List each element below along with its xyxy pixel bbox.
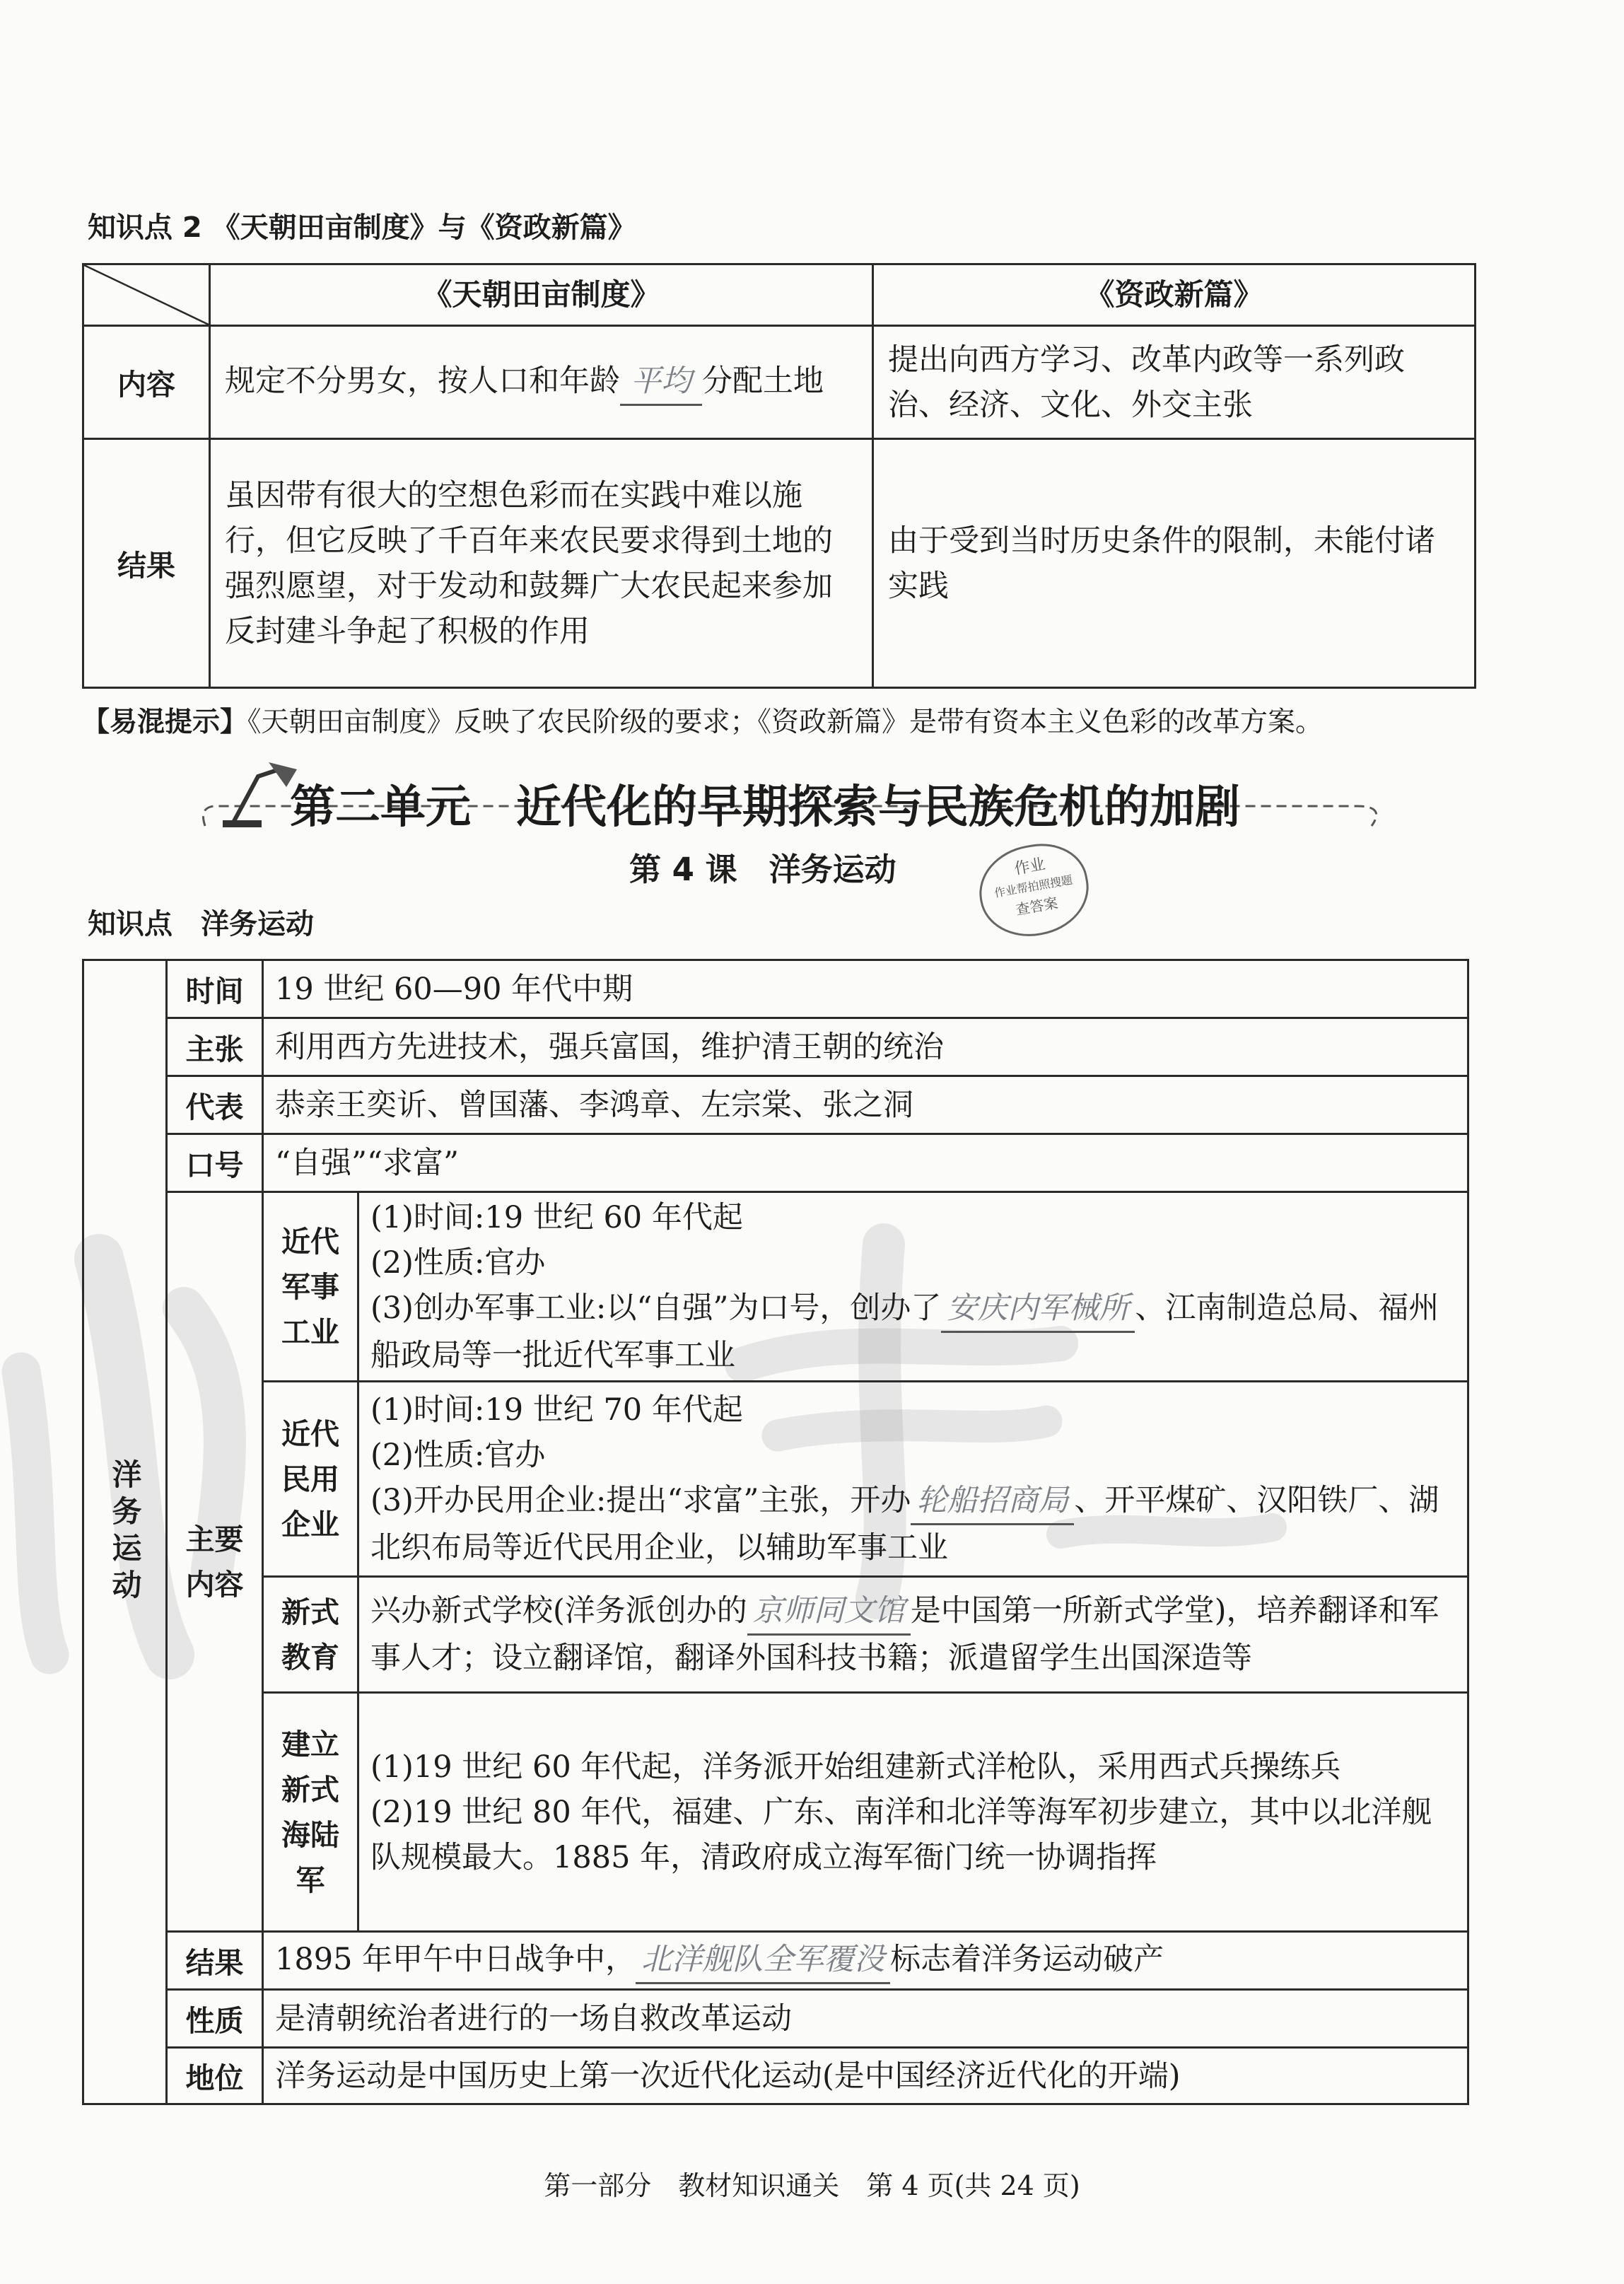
civil-line3a: (3)开办民用企业:提出“求富”主张，开办 bbox=[370, 1483, 911, 1518]
row-content-label: 内容 bbox=[83, 326, 210, 439]
stamp-line2: 作业帮拍照搜题 bbox=[993, 873, 1074, 900]
rep-value: 恭亲王奕䜣、曾国藩、李鸿章、左宗棠、张之洞 bbox=[263, 1076, 1468, 1134]
edu-text-b: 是中国第一所新式学堂)，培养翻译和军事人才；设立翻译馆，翻译外国科技书籍；派遣留学生出国深造等 bbox=[370, 1593, 1439, 1676]
side-label-cell bbox=[83, 960, 167, 2104]
rep-label: 代表 bbox=[167, 1076, 263, 1134]
answer-fill-anqing: 安庆内军械所 bbox=[941, 1286, 1135, 1333]
hint-text: 《天朝田亩制度》反映了农民阶级的要求；《资政新篇》是带有资本主义色彩的改革方案。 bbox=[247, 706, 1324, 738]
military-line1: (1)时间:19 世纪 60 年代起 bbox=[370, 1200, 743, 1235]
military-label-cell bbox=[263, 1192, 358, 1382]
col2-header-text: 《资政新篇》 bbox=[1085, 277, 1263, 312]
military-content bbox=[358, 1192, 1468, 1382]
row-result-label: 结果 bbox=[83, 439, 210, 688]
edu-text-a: 兴办新式学校(洋务派创办的 bbox=[370, 1593, 747, 1628]
page-footer: 第一部分 教材知识通关 第 4 页(共 24 页) bbox=[544, 2170, 1080, 2201]
stamp-line1: 作业 bbox=[1012, 855, 1047, 879]
time-value: 19 世纪 60—90 年代中期 bbox=[263, 960, 1468, 1018]
civil-line1: (1)时间:19 世纪 70 年代起 bbox=[370, 1392, 743, 1428]
main-content-label: 主要内容 bbox=[185, 1522, 244, 1602]
stamp-line3: 查答案 bbox=[1014, 894, 1060, 919]
civil-content bbox=[358, 1382, 1468, 1577]
navy-label: 建立新式海陆军 bbox=[281, 1727, 339, 1897]
row-result-c2: 由于受到当时历史条件的限制，未能付诸实践 bbox=[873, 439, 1476, 688]
idea-value: 利用西方先进技术，强兵富国，维护清王朝的统治 bbox=[263, 1018, 1468, 1076]
diagonal-header-cell bbox=[83, 264, 210, 326]
col1-header-text: 《天朝田亩制度》 bbox=[422, 277, 660, 312]
answer-fill-lunchuan: 轮船招商局 bbox=[911, 1478, 1074, 1525]
unit-title: 第二单元 近代化的早期探索与民族危机的加剧 bbox=[290, 781, 1240, 834]
row-content-c2: 提出向西方学习、改革内政等一系列政治、经济、文化、外交主张 bbox=[873, 326, 1476, 439]
lamp-icon bbox=[223, 762, 297, 827]
navy-line1: (1)19 世纪 60 年代起，洋务派开始组建新式洋枪队，采用西式兵操练兵 bbox=[370, 1749, 1341, 1785]
result-label: 结果 bbox=[167, 1932, 263, 1990]
hint-label: 【易混提示】 bbox=[82, 706, 248, 738]
slogan-label: 口号 bbox=[167, 1134, 263, 1192]
row-content-c1 bbox=[210, 326, 873, 439]
edu-content bbox=[358, 1577, 1468, 1693]
civil-label-cell bbox=[263, 1382, 358, 1577]
col1-header bbox=[210, 264, 873, 326]
main-content-label-cell bbox=[167, 1192, 263, 1932]
military-line3b: 、江南制造总局、福州船政局等一批近代军事工业 bbox=[370, 1290, 1439, 1373]
status-label: 地位 bbox=[167, 2048, 263, 2104]
homework-stamp bbox=[972, 837, 1096, 945]
c1-text-a: 规定不分男女，按人口和年龄 bbox=[225, 363, 620, 399]
civil-line3b: 、开平煤矿、汉阳铁厂、湖北织布局等近代民用企业，以辅助军事工业 bbox=[370, 1483, 1439, 1566]
kp2-table bbox=[82, 263, 1476, 689]
row-result-c1: 虽因带有很大的空想色彩而在实践中难以施行，但它反映了千百年来农民要求得到土地的强烈愿望，对于发动和鼓舞广大农民起来参加反封建斗争起了积极的作用 bbox=[210, 439, 873, 688]
kp2-title: 知识点 2 《天朝田亩制度》与《资政新篇》 bbox=[88, 211, 636, 244]
answer-fill-pingjun: 平均 bbox=[620, 359, 702, 406]
civil-label: 近代民用企业 bbox=[281, 1416, 339, 1542]
col2-header bbox=[873, 264, 1476, 326]
status-value: 洋务运动是中国历史上第一次近代化运动(是中国经济近代化的开端) bbox=[263, 2048, 1468, 2104]
confusion-hint bbox=[82, 700, 1489, 740]
military-line2: (2)性质:官办 bbox=[370, 1245, 546, 1281]
result-text-a: 1895 年甲午中日战争中， bbox=[275, 1942, 636, 1977]
navy-label-cell bbox=[263, 1693, 358, 1932]
edu-label-cell bbox=[263, 1577, 358, 1693]
answer-fill-beiyang: 北洋舰队全军覆没 bbox=[636, 1937, 890, 1984]
military-line3a: (3)创办军事工业:以“自强”为口号，创办了 bbox=[370, 1290, 942, 1326]
nature-value: 是清朝统治者进行的一场自救改革运动 bbox=[263, 1990, 1468, 2048]
civil-line2: (2)性质:官办 bbox=[370, 1438, 546, 1473]
military-label: 近代军事工业 bbox=[281, 1224, 339, 1349]
answer-fill-tongwenguan: 京师同文馆 bbox=[747, 1588, 911, 1636]
kp-title: 知识点 洋务运动 bbox=[88, 908, 314, 940]
side-label: 洋务运动 bbox=[107, 1458, 143, 1606]
nature-label: 性质 bbox=[167, 1990, 263, 2048]
result-text-b: 标志着洋务运动破产 bbox=[890, 1942, 1164, 1977]
navy-line2: (2)19 世纪 80 年代，福建、广东、南洋和北洋等海军初步建立，其中以北洋舰队规模最大。1885 年，清政府成立海军衙门统一协调指挥 bbox=[370, 1794, 1432, 1875]
navy-content bbox=[358, 1693, 1468, 1932]
result-value bbox=[263, 1932, 1468, 1990]
idea-label: 主张 bbox=[167, 1018, 263, 1076]
diagonal-line bbox=[84, 265, 209, 325]
time-label: 时间 bbox=[167, 960, 263, 1018]
westernization-table bbox=[82, 959, 1469, 2105]
edu-label: 新式教育 bbox=[281, 1595, 339, 1674]
c1-text-b: 分配土地 bbox=[702, 363, 824, 399]
lesson-title: 第 4 课 洋务运动 bbox=[629, 851, 896, 888]
slogan-value: “自强”“求富” bbox=[263, 1134, 1468, 1192]
